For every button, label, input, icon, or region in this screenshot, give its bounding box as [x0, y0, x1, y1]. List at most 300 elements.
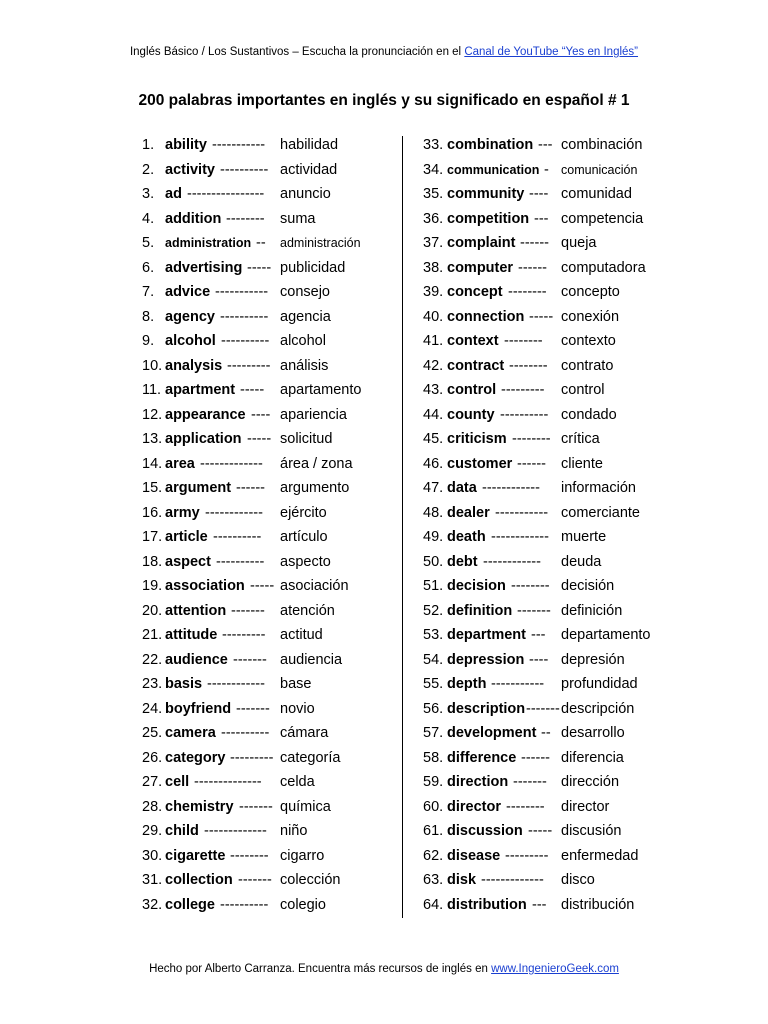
vocab-entry [142, 378, 392, 403]
dash-separator: -------- [509, 357, 548, 374]
english-word: alcohol [165, 333, 216, 349]
dash-separator: ----- [528, 823, 553, 839]
spanish-translation: alcohol [280, 333, 326, 349]
english-word: context [447, 333, 499, 349]
entry-number: 63. [423, 872, 444, 888]
english-word: development [447, 725, 537, 741]
vocab-entry [142, 280, 392, 305]
dash-separator: ------- [233, 651, 267, 668]
vocab-entry [423, 207, 703, 232]
entry-number: 1. [142, 137, 155, 153]
entry-number: 17. [142, 529, 163, 545]
vocab-entry [142, 207, 392, 232]
dash-separator: ----------- [495, 504, 549, 521]
vocab-entry [142, 231, 392, 256]
entry-number: 64. [423, 896, 444, 913]
spanish-translation: crítica [561, 431, 600, 447]
spanish-translation: discusión [561, 823, 622, 839]
english-word: combination [447, 137, 534, 153]
entry-number: 48. [423, 504, 444, 521]
english-word: collection [165, 872, 233, 888]
vocab-entry [423, 574, 703, 599]
english-word: analysis [165, 357, 223, 374]
dash-separator: ------------ [205, 504, 263, 521]
vocab-entry [142, 427, 392, 452]
column-divider [402, 136, 403, 918]
entry-number: 5. [142, 235, 155, 251]
vocab-entry [142, 403, 392, 428]
spanish-translation: suma [280, 210, 316, 227]
english-word: appearance [165, 406, 246, 423]
footer-line [0, 963, 768, 975]
vocab-entry [423, 452, 703, 477]
entry-number: 59. [423, 774, 444, 790]
ingenierogeek-link[interactable]: www.IngenieroGeek.com [491, 963, 619, 975]
header-line [0, 46, 768, 58]
entry-number: 30. [142, 847, 163, 864]
dash-separator: --------- [222, 627, 266, 643]
entry-number: 57. [423, 725, 444, 741]
english-word: army [165, 504, 200, 521]
vocab-entry [423, 525, 703, 550]
english-word: child [165, 823, 199, 839]
dash-separator: --------- [227, 357, 271, 374]
entry-number: 50. [423, 553, 444, 570]
vocab-entry [142, 844, 392, 869]
vocab-entry [142, 746, 392, 771]
english-word: category [165, 749, 226, 766]
spanish-translation: colegio [280, 896, 326, 913]
entry-number: 56. [423, 700, 444, 717]
dash-separator: ----------- [215, 284, 269, 300]
english-word: death [447, 529, 486, 545]
dash-separator: --- [538, 137, 553, 153]
spanish-translation: apariencia [280, 406, 347, 423]
spanish-translation: apartamento [280, 382, 362, 398]
spanish-translation: análisis [280, 357, 329, 374]
spanish-translation: artículo [280, 529, 328, 545]
english-word: complaint [447, 235, 516, 251]
spanish-translation: muerte [561, 529, 607, 545]
dash-separator: -- [541, 725, 551, 741]
dash-separator: ---- [529, 186, 549, 202]
english-word: definition [447, 602, 513, 619]
english-word: department [447, 627, 526, 643]
dash-separator: ------------- [200, 455, 263, 472]
english-word: director [447, 798, 501, 815]
english-word: difference [447, 749, 517, 766]
vocab-entry [423, 501, 703, 526]
vocab-entry [423, 893, 703, 918]
entry-number: 28. [142, 798, 163, 815]
vocab-entry [142, 893, 392, 918]
spanish-translation: comunidad [561, 186, 632, 202]
entry-number: 7. [142, 284, 155, 300]
vocab-entry [423, 770, 703, 795]
dash-separator: --------- [505, 847, 549, 864]
dash-separator: ---- [529, 651, 549, 668]
spanish-translation: novio [280, 700, 315, 717]
spanish-translation: base [280, 676, 312, 692]
dash-separator: ------------ [207, 676, 265, 692]
english-word: competition [447, 210, 530, 227]
dash-separator: ----- [247, 431, 272, 447]
vocab-entry [142, 623, 392, 648]
entry-number: 19. [142, 578, 163, 594]
spanish-translation: consejo [280, 284, 330, 300]
english-word: boyfriend [165, 700, 232, 717]
entry-number: 3. [142, 186, 155, 202]
english-word: ad [165, 186, 182, 202]
dash-separator: ---------- [500, 406, 549, 423]
english-word: criticism [447, 431, 507, 447]
vocab-entry [423, 378, 703, 403]
entry-number: 47. [423, 480, 444, 496]
entry-number: 36. [423, 210, 444, 227]
dash-separator: ----- [247, 259, 272, 276]
vocab-entry [423, 133, 703, 158]
vocab-entry [423, 256, 703, 281]
entry-number: 11. [142, 382, 162, 398]
english-word: advertising [165, 259, 243, 276]
entry-number: 12. [142, 406, 163, 423]
english-word: contract [447, 357, 505, 374]
vocab-entry [142, 574, 392, 599]
english-word: administration [165, 236, 252, 250]
dash-separator: ------ [521, 749, 550, 766]
entry-number: 26. [142, 749, 163, 766]
spanish-translation: solicitud [280, 431, 333, 447]
vocab-entry [423, 329, 703, 354]
spanish-translation: conexión [561, 308, 620, 325]
vocab-entry [142, 672, 392, 697]
spanish-translation: dirección [561, 774, 620, 790]
english-word: county [447, 406, 495, 423]
vocab-entry [142, 182, 392, 207]
spanish-translation: aspecto [280, 553, 331, 570]
dash-separator: ---- [251, 406, 271, 423]
entry-number: 22. [142, 651, 163, 668]
vocab-entry [142, 133, 392, 158]
vocab-entry [142, 819, 392, 844]
vocabulary-column-right [423, 133, 703, 917]
spanish-translation: niño [280, 823, 308, 839]
entry-number: 34. [423, 161, 444, 178]
english-word: communication [447, 162, 540, 177]
english-word: depth [447, 676, 487, 692]
entry-number: 42. [423, 357, 444, 374]
dash-separator: ------------- [204, 823, 267, 839]
spanish-translation: distribución [561, 896, 635, 913]
spanish-translation: condado [561, 406, 617, 423]
vocab-entry [423, 623, 703, 648]
vocab-entry [142, 868, 392, 893]
dash-separator: ---------- [216, 553, 265, 570]
vocab-entry [423, 280, 703, 305]
vocab-entry [423, 599, 703, 624]
english-word: article [165, 529, 208, 545]
dash-separator: ----- [250, 578, 275, 594]
entry-number: 4. [142, 210, 155, 227]
spanish-translation: disco [561, 872, 595, 888]
english-word: attitude [165, 627, 218, 643]
english-word: decision [447, 578, 506, 594]
dash-separator: ------ [517, 455, 546, 472]
entry-number: 13. [142, 431, 163, 447]
english-word: college [165, 896, 215, 913]
entry-number: 6. [142, 259, 155, 276]
entry-number: 15. [142, 480, 163, 496]
english-word: addition [165, 210, 222, 227]
spanish-translation: categoría [280, 749, 341, 766]
dash-separator: ---------- [213, 529, 262, 545]
vocab-entry [142, 501, 392, 526]
english-word: direction [447, 774, 509, 790]
english-word: community [447, 186, 525, 202]
english-word: chemistry [165, 798, 234, 815]
vocab-entry [423, 231, 703, 256]
entry-number: 51. [423, 578, 444, 594]
vocab-entry [423, 158, 703, 183]
spanish-translation: director [561, 798, 610, 815]
vocab-entry [423, 427, 703, 452]
entry-number: 43. [423, 382, 444, 398]
spanish-translation: cliente [561, 455, 603, 472]
vocab-entry [142, 648, 392, 673]
dash-separator: ------- [238, 872, 272, 888]
dash-separator: ------- [517, 602, 551, 619]
spanish-translation: diferencia [561, 749, 624, 766]
dash-separator: --- [532, 896, 547, 913]
entry-number: 10. [142, 357, 163, 374]
dash-separator: --- [531, 627, 546, 643]
english-word: basis [165, 676, 203, 692]
vocab-entry [142, 476, 392, 501]
spanish-translation: contrato [561, 357, 614, 374]
english-word: association [165, 578, 245, 594]
dash-separator: -------- [226, 210, 265, 227]
spanish-translation: computadora [561, 259, 646, 276]
vocab-entry [423, 746, 703, 771]
entry-number: 21. [142, 627, 163, 643]
entry-number: 53. [423, 627, 444, 643]
vocab-entry [423, 697, 703, 722]
spanish-translation: atención [280, 602, 335, 619]
dash-separator: ------ [520, 235, 549, 251]
entry-number: 55. [423, 676, 444, 692]
entry-number: 14. [142, 455, 163, 472]
dash-separator: ------- [239, 798, 273, 815]
spanish-translation: habilidad [280, 137, 339, 153]
dash-separator: ------------ [491, 529, 549, 545]
dash-separator: -------- [508, 284, 547, 300]
entry-number: 44. [423, 406, 444, 423]
vocab-entry [423, 672, 703, 697]
vocab-entry [423, 795, 703, 820]
dash-separator: ----- [240, 382, 265, 398]
entry-number: 54. [423, 651, 444, 668]
spanish-translation: descripción [561, 700, 635, 717]
vocab-entry [142, 452, 392, 477]
english-word: application [165, 431, 242, 447]
english-word: dealer [447, 504, 490, 521]
spanish-translation: asociación [280, 578, 349, 594]
spanish-translation: concepto [561, 284, 620, 300]
entry-number: 58. [423, 749, 444, 766]
dash-separator: ------ [518, 259, 547, 276]
entry-number: 60. [423, 798, 444, 815]
entry-number: 25. [142, 725, 163, 741]
vocab-entry [142, 795, 392, 820]
spanish-translation: área / zona [280, 455, 353, 472]
entry-number: 24. [142, 700, 163, 717]
spanish-translation: publicidad [280, 259, 346, 276]
english-word: customer [447, 455, 513, 472]
spanish-translation: competencia [561, 210, 644, 227]
entry-number: 35. [423, 186, 444, 202]
vocabulary-column-left [142, 133, 392, 917]
english-word: advice [165, 284, 211, 300]
english-word: area [165, 455, 195, 472]
entry-number: 62. [423, 847, 444, 864]
spanish-translation: departamento [561, 627, 651, 643]
vocab-entry [142, 158, 392, 183]
entry-number: 41. [423, 333, 444, 349]
vocab-entry [142, 525, 392, 550]
english-word: computer [447, 259, 514, 276]
vocab-entry [423, 403, 703, 428]
english-word: activity [165, 161, 215, 178]
spanish-translation: contexto [561, 333, 616, 349]
vocab-entry [423, 354, 703, 379]
dash-separator: --- [534, 210, 549, 227]
youtube-channel-link[interactable]: Canal de YouTube “Yes en Inglés” [464, 46, 639, 58]
spanish-translation: combinación [561, 137, 643, 153]
english-word: audience [165, 651, 228, 668]
vocab-entry [142, 721, 392, 746]
spanish-translation: definición [561, 602, 623, 619]
spanish-translation: agencia [280, 308, 331, 325]
entry-number: 32. [142, 896, 163, 913]
entry-number: 49. [423, 529, 444, 545]
spanish-translation: actitud [280, 627, 323, 643]
entry-number: 16. [142, 504, 163, 521]
dash-separator: ----------- [212, 137, 266, 153]
vocab-entry [423, 476, 703, 501]
dash-separator: -- [256, 235, 266, 251]
header-text: Inglés Básico / Los Sustantivos – Escucha la pronunciación en el [129, 46, 465, 58]
english-word: disk [447, 872, 477, 888]
english-word: description [447, 700, 526, 717]
dash-separator: ---------------- [187, 186, 265, 202]
english-word: connection [447, 308, 525, 325]
entry-number: 20. [142, 602, 163, 619]
entry-number: 2. [142, 161, 155, 178]
dash-separator: ------- [526, 700, 560, 717]
english-word: argument [165, 480, 232, 496]
entry-number: 40. [423, 308, 444, 325]
spanish-translation: cámara [280, 725, 329, 741]
dash-separator: -------------- [194, 774, 262, 790]
vocab-entry [142, 550, 392, 575]
entry-number: 61. [423, 823, 444, 839]
spanish-translation: administración [280, 236, 361, 250]
english-word: depression [447, 651, 525, 668]
page-title: 200 palabras importantes en inglés y su significado en español # 1 [138, 92, 630, 109]
entry-number: 52. [423, 602, 444, 619]
entry-number: 38. [423, 259, 444, 276]
entry-number: 23. [142, 676, 163, 692]
vocab-entry [142, 305, 392, 330]
dash-separator: - [544, 161, 549, 178]
entry-number: 31. [142, 872, 163, 888]
entry-number: 37. [423, 235, 444, 251]
dash-separator: ------- [236, 700, 270, 717]
dash-separator: ---------- [221, 725, 270, 741]
vocab-entry [142, 770, 392, 795]
spanish-translation: audiencia [280, 651, 343, 668]
english-word: discussion [447, 823, 523, 839]
spanish-translation: enfermedad [561, 847, 639, 864]
spanish-translation: ejército [280, 504, 327, 521]
dash-separator: ------ [236, 480, 265, 496]
spanish-translation: actividad [280, 161, 338, 178]
dash-separator: ------------- [481, 872, 544, 888]
footer-text: Hecho por Alberto Carranza. Encuentra más recursos de inglés en [149, 963, 492, 975]
english-word: cigarette [165, 847, 226, 864]
english-word: distribution [447, 896, 527, 913]
vocab-entry [423, 721, 703, 746]
spanish-translation: química [280, 798, 331, 815]
spanish-translation: queja [561, 235, 597, 251]
spanish-translation: colección [280, 872, 341, 888]
dash-separator: ---------- [220, 896, 269, 913]
spanish-translation: deuda [561, 553, 602, 570]
dash-separator: ---------- [220, 161, 269, 178]
vocab-entry [423, 305, 703, 330]
vocab-entry [423, 868, 703, 893]
vocab-entry [142, 354, 392, 379]
spanish-translation: celda [280, 774, 315, 790]
vocab-entry [142, 599, 392, 624]
vocab-entry [142, 697, 392, 722]
vocab-entry [423, 648, 703, 673]
spanish-translation: comerciante [561, 504, 640, 521]
entry-number: 29. [142, 823, 163, 839]
english-word: ability [165, 137, 207, 153]
entry-number: 8. [142, 308, 155, 325]
english-word: agency [165, 308, 215, 325]
vocab-entry [142, 329, 392, 354]
english-word: concept [447, 284, 503, 300]
spanish-translation: argumento [280, 480, 350, 496]
entry-number: 18. [142, 553, 163, 570]
dash-separator: ---------- [221, 333, 270, 349]
english-word: camera [165, 725, 216, 741]
entry-number: 27. [142, 774, 163, 790]
spanish-translation: decisión [561, 578, 615, 594]
english-word: attention [165, 602, 227, 619]
spanish-translation: depresión [561, 651, 625, 668]
dash-separator: -------- [511, 578, 550, 594]
vocab-entry [423, 182, 703, 207]
english-word: debt [447, 553, 478, 570]
spanish-translation: comunicación [561, 162, 638, 177]
dash-separator: ----- [529, 308, 554, 325]
english-word: aspect [165, 553, 211, 570]
dash-separator: --------- [230, 749, 274, 766]
entry-number: 39. [423, 284, 444, 300]
